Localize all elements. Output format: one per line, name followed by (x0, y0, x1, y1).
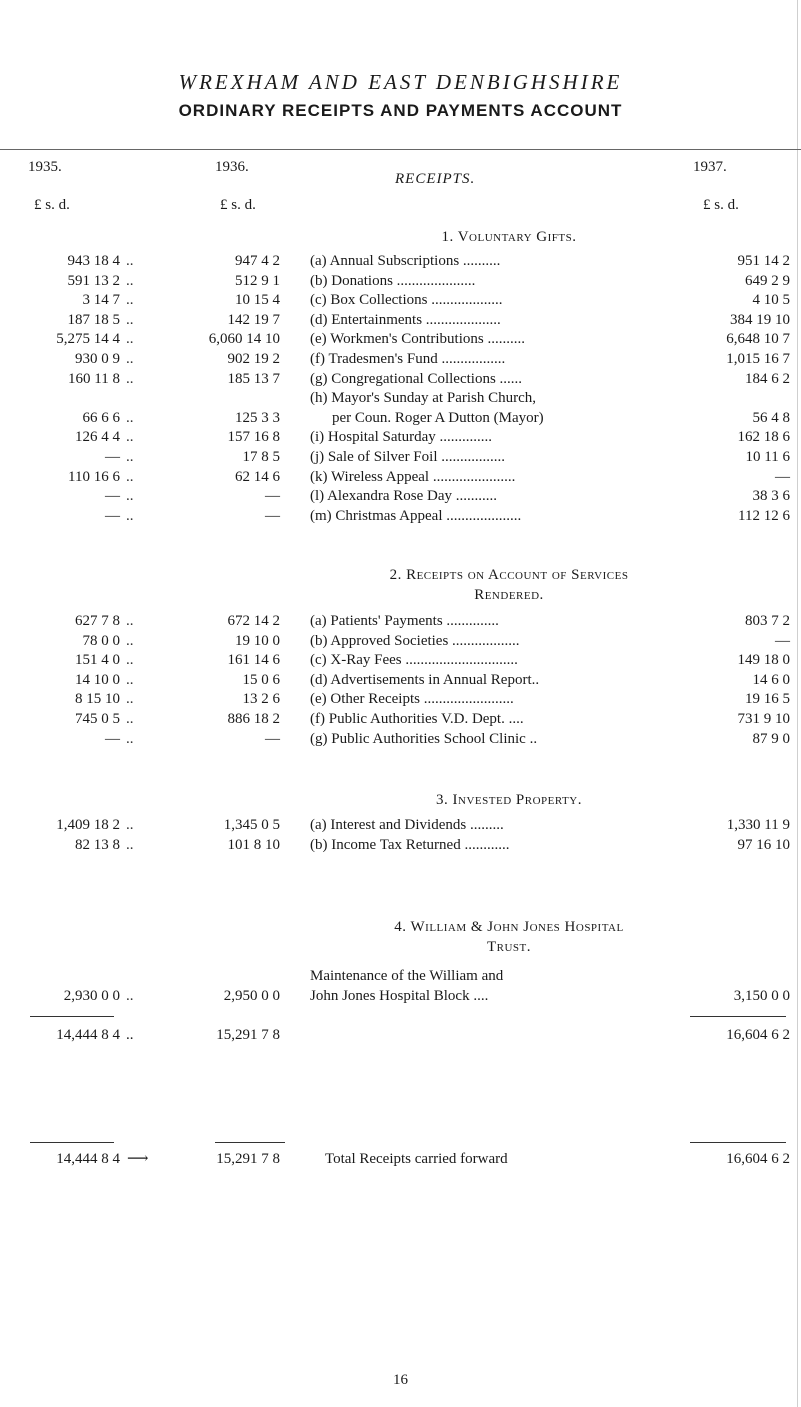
total-1936: 15,291 7 8 (216, 1027, 280, 1043)
total-1937: 16,604 6 2 (726, 1027, 790, 1043)
amount-1935: 151 4 0 (75, 652, 120, 668)
amount-1936: 13 2 6 (242, 691, 280, 707)
receipt-label: (a) Interest and Dividends ......... (310, 817, 504, 833)
receipt-label: (f) Public Authorities V.D. Dept. .... (310, 711, 524, 727)
amount-1936: 125 3 3 (235, 410, 280, 426)
amount-1937: 649 2 9 (745, 273, 790, 289)
amount-1935: 78 0 0 (82, 633, 120, 649)
lsd-heading-1935: £ s. d. (34, 197, 70, 213)
amount-1937: 731 9 10 (737, 711, 790, 727)
row-leader: .. (126, 711, 134, 727)
carried-1936: 15,291 7 8 (216, 1151, 280, 1167)
total-1935: 14,444 8 4 (56, 1027, 120, 1043)
amount-1937: 10 11 6 (745, 449, 790, 465)
amount-1935: 745 0 5 (75, 711, 120, 727)
receipt-label: (d) Advertisements in Annual Report.. (310, 672, 540, 688)
section-3-heading: 3. Invested Property. (436, 792, 582, 808)
document-subtitle: ORDINARY RECEIPTS AND PAYMENTS ACCOUNT (178, 101, 623, 120)
amount-1936: 6,060 14 10 (208, 331, 280, 347)
amount-1937: 14 6 0 (752, 672, 790, 688)
receipt-label: (e) Other Receipts ........................ (310, 691, 514, 707)
amount-1937: 384 19 10 (730, 312, 790, 328)
amount-1935: — (105, 731, 120, 747)
row-leader: .. (126, 731, 134, 747)
amount-1937: — (775, 633, 790, 649)
amount-1936: 157 16 8 (227, 429, 280, 445)
amount-1936: 1,345 0 5 (223, 817, 280, 833)
row-leader: .. (126, 253, 134, 269)
section-4-heading-cont: Trust. (486, 939, 532, 955)
document-title: WREXHAM AND EAST DENBIGHSHIRE (178, 70, 623, 94)
row-leader: .. (126, 371, 134, 387)
receipt-label: (b) Income Tax Returned ............ (310, 837, 510, 853)
row-leader: .. (126, 508, 134, 524)
carried-arrow: ⟶ (127, 1151, 149, 1167)
amount-1937: 87 9 0 (752, 731, 790, 747)
receipt-label: (g) Public Authorities School Clinic .. (310, 731, 538, 747)
section-4-heading: 4. William & John Jones Hospital (394, 919, 624, 935)
amount-1936: — (265, 488, 280, 504)
amount-1935: 187 18 5 (67, 312, 120, 328)
amount-1935: 160 11 8 (68, 371, 120, 387)
amount-1937: 803 7 2 (745, 613, 790, 629)
row-leader: .. (126, 351, 134, 367)
amount-1935: 5,275 14 4 (56, 331, 120, 347)
amount-1935: — (105, 449, 120, 465)
lsd-heading-1936: £ s. d. (220, 197, 256, 213)
row-leader: .. (126, 672, 134, 688)
row-leader: .. (126, 312, 134, 328)
page-number: 16 (393, 1372, 408, 1388)
amount-1935: 8 15 10 (75, 691, 120, 707)
amount-1937: — (775, 469, 790, 485)
row-leader: .. (126, 633, 134, 649)
receipt-label: John Jones Hospital Block .... (310, 988, 489, 1004)
amount-1935: 110 16 6 (68, 469, 120, 485)
amount-1937: 951 14 2 (737, 253, 790, 269)
amount-1936: 142 19 7 (227, 312, 280, 328)
amount-1937: 162 18 6 (737, 429, 790, 445)
amount-1936: 17 8 5 (242, 449, 280, 465)
amount-1936: — (265, 731, 280, 747)
amount-1937: 184 6 2 (745, 371, 790, 387)
amount-1936: 902 19 2 (227, 351, 280, 367)
amount-1935: 627 7 8 (75, 613, 120, 629)
row-leader: .. (126, 410, 134, 426)
row-leader: .. (126, 292, 134, 308)
amount-1937: 97 16 10 (737, 837, 790, 853)
receipt-label: (d) Entertainments .................... (310, 312, 501, 328)
amount-1936: 101 8 10 (227, 837, 280, 853)
row-leader: .. (126, 988, 134, 1004)
amount-1937: 1,015 16 7 (726, 351, 790, 367)
receipt-label: (l) Alexandra Rose Day ........... (310, 488, 498, 504)
amount-1936: 19 10 0 (235, 633, 280, 649)
amount-1935: 943 18 4 (67, 253, 120, 269)
receipts-heading: RECEIPTS. (395, 171, 476, 187)
amount-1937: 1,330 11 9 (726, 817, 790, 833)
amount-1935: 930 0 9 (75, 351, 120, 367)
amount-1936: 672 14 2 (227, 613, 280, 629)
receipt-label: Maintenance of the William and (310, 968, 504, 984)
section-2-heading-cont: Rendered. (474, 587, 544, 603)
receipt-label: (m) Christmas Appeal .................... (310, 508, 522, 524)
receipt-label: (b) Approved Societies .................. (310, 633, 520, 649)
amount-1936: 512 9 1 (235, 273, 280, 289)
receipt-label: (e) Workmen's Contributions .......... (310, 331, 525, 347)
page-edge (797, 0, 798, 1407)
amount-1937: 149 18 0 (737, 652, 790, 668)
section-1-heading: 1. Voluntary Gifts. (441, 229, 577, 245)
amount-1936: — (265, 508, 280, 524)
receipt-label: (i) Hospital Saturday .............. (310, 429, 493, 445)
row-leader: .. (126, 613, 134, 629)
year-1935-heading: 1935. (28, 159, 62, 175)
row-leader: .. (126, 652, 134, 668)
amount-1936: 947 4 2 (235, 253, 280, 269)
amount-1936: 161 14 6 (227, 652, 280, 668)
row-leader: .. (126, 488, 134, 504)
amount-1935: 3 14 7 (82, 292, 120, 308)
amount-1935: 1,409 18 2 (56, 817, 120, 833)
amount-1936: 15 0 6 (242, 672, 280, 688)
amount-1935: — (105, 488, 120, 504)
amount-1937: 112 12 6 (738, 508, 790, 524)
carried-1937: 16,604 6 2 (726, 1151, 790, 1167)
amount-1935: 126 4 4 (75, 429, 120, 445)
amount-1935: 14 10 0 (75, 672, 120, 688)
receipt-label: (f) Tradesmen's Fund ................. (310, 351, 506, 367)
total-rule-1935 (30, 1016, 114, 1017)
amount-1935: 66 6 6 (82, 410, 120, 426)
carried-rule-1936 (215, 1142, 285, 1143)
row-leader: .. (126, 469, 134, 485)
row-leader: .. (126, 273, 134, 289)
receipt-label: (h) Mayor's Sunday at Parish Church, (310, 390, 537, 406)
amount-1936: 185 13 7 (227, 371, 280, 387)
row-leader: .. (126, 691, 134, 707)
receipt-label: (c) X-Ray Fees .............................. (310, 652, 518, 668)
carried-1935: 14,444 8 4 (56, 1151, 120, 1167)
receipt-label: (c) Box Collections ................... (310, 292, 503, 308)
year-1936-heading: 1936. (215, 159, 249, 175)
row-leader: .. (126, 449, 134, 465)
row-leader: .. (126, 817, 134, 833)
amount-1935: 82 13 8 (75, 837, 120, 853)
receipt-label: (a) Annual Subscriptions .......... (310, 253, 501, 269)
lsd-heading-1937: £ s. d. (703, 197, 739, 213)
total-leader-1935: .. (126, 1027, 134, 1043)
receipt-label: (k) Wireless Appeal ...................... (310, 469, 516, 485)
amount-1937: 4 10 5 (752, 292, 790, 308)
amount-1937: 38 3 6 (752, 488, 790, 504)
carried-rule-1935 (30, 1142, 114, 1143)
amount-1937: 6,648 10 7 (726, 331, 790, 347)
year-1937-heading: 1937. (693, 159, 727, 175)
amount-1935: 2,930 0 0 (63, 988, 120, 1004)
amount-1935: 591 13 2 (67, 273, 120, 289)
receipt-label: (j) Sale of Silver Foil ................. (310, 449, 505, 465)
receipt-label: (g) Congregational Collections ...... (310, 371, 523, 387)
row-leader: .. (126, 429, 134, 445)
receipt-label: (b) Donations ..................... (310, 273, 476, 289)
amount-1937: 19 16 5 (745, 691, 790, 707)
amount-1937: 3,150 0 0 (733, 988, 790, 1004)
header-rule (0, 149, 801, 150)
row-leader: .. (126, 837, 134, 853)
amount-1935: — (105, 508, 120, 524)
receipt-label: per Coun. Roger A Dutton (Mayor) (332, 410, 544, 426)
amount-1936: 886 18 2 (227, 711, 280, 727)
carried-rule-1937 (690, 1142, 786, 1143)
amount-1937: 56 4 8 (752, 410, 790, 426)
amount-1936: 10 15 4 (235, 292, 280, 308)
section-2-heading: 2. Receipts on Account of Services (389, 567, 629, 583)
amount-1936: 2,950 0 0 (223, 988, 280, 1004)
total-rule-1937 (690, 1016, 786, 1017)
row-leader: .. (126, 331, 134, 347)
receipt-label: (a) Patients' Payments .............. (310, 613, 499, 629)
amount-1936: 62 14 6 (235, 469, 280, 485)
carried-label: Total Receipts carried forward (325, 1151, 508, 1167)
